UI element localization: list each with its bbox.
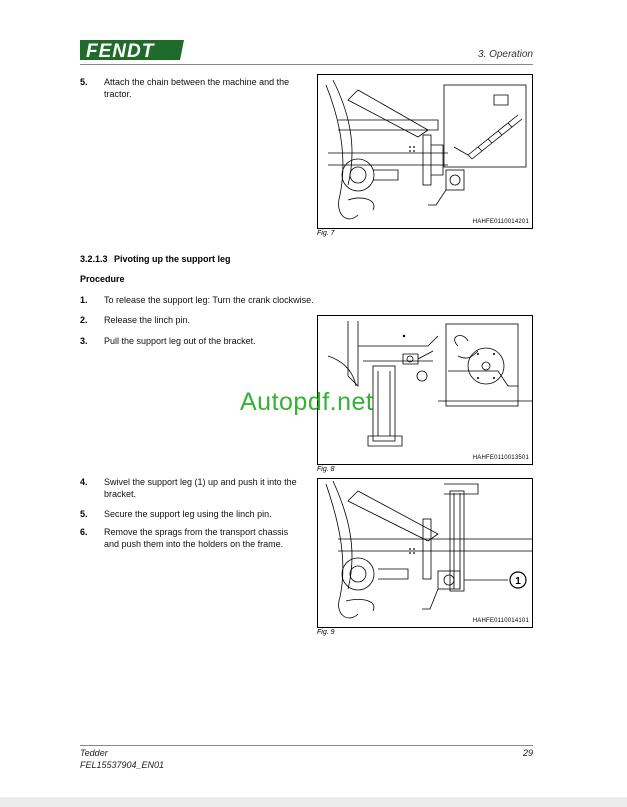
figure-7 [317, 74, 533, 229]
section-number: 3.2.1.3 [80, 254, 108, 264]
callout-marker [510, 572, 526, 588]
fendt-logo [80, 38, 184, 62]
section-title: Pivoting up the support leg [114, 254, 231, 264]
fig7-illustration [318, 75, 532, 228]
figure-id: HAHFE0110014101 [472, 618, 529, 624]
procedure-heading: Procedure [80, 274, 125, 284]
step-number: 6. [80, 527, 88, 537]
step-text: Release the linch pin. [104, 315, 191, 325]
step-text: Remove the sprags from the transport chassis and push them into the holders on the frame. [104, 527, 289, 549]
step-text: Secure the support leg using the linch pin. [104, 509, 272, 519]
footer-product: Tedder [80, 748, 108, 758]
step-number: 3. [80, 336, 88, 346]
chapter-title: 3. Operation [477, 49, 533, 60]
step-text: Swivel the support leg (1) up and push it into the bracket. [104, 477, 297, 499]
figure-id: HAHFE0110014201 [472, 219, 529, 225]
step-number: 5. [80, 509, 88, 519]
watermark-text: Autopdf.net [240, 388, 374, 416]
section-heading [80, 254, 231, 264]
step-number: 1. [80, 295, 88, 305]
brand-text: FENDT [86, 41, 155, 62]
step-text: Attach the chain between the machine and the tractor. [104, 77, 290, 99]
page-number: 29 [522, 748, 533, 758]
callout-number: 1 [515, 576, 521, 587]
figure-caption: Fig. 7 [317, 230, 335, 237]
fig9-illustration [318, 479, 532, 627]
figure-id: HAHFE0110013501 [472, 455, 529, 461]
step-number: 5. [80, 77, 88, 87]
figure-9 [317, 478, 533, 628]
viewer-bottom-bar [0, 797, 627, 807]
step-number: 2. [80, 315, 88, 325]
step-number: 4. [80, 477, 88, 487]
figure-caption: Fig. 9 [317, 629, 335, 636]
step-text: To release the support leg: Turn the crank clockwise. [104, 295, 314, 305]
figure-caption: Fig. 8 [317, 466, 335, 473]
footer-divider [80, 745, 533, 746]
footer-doc-code: FEL15537904_EN01 [80, 760, 165, 770]
header-divider [80, 64, 533, 65]
step-text: Pull the support leg out of the bracket. [104, 336, 256, 346]
